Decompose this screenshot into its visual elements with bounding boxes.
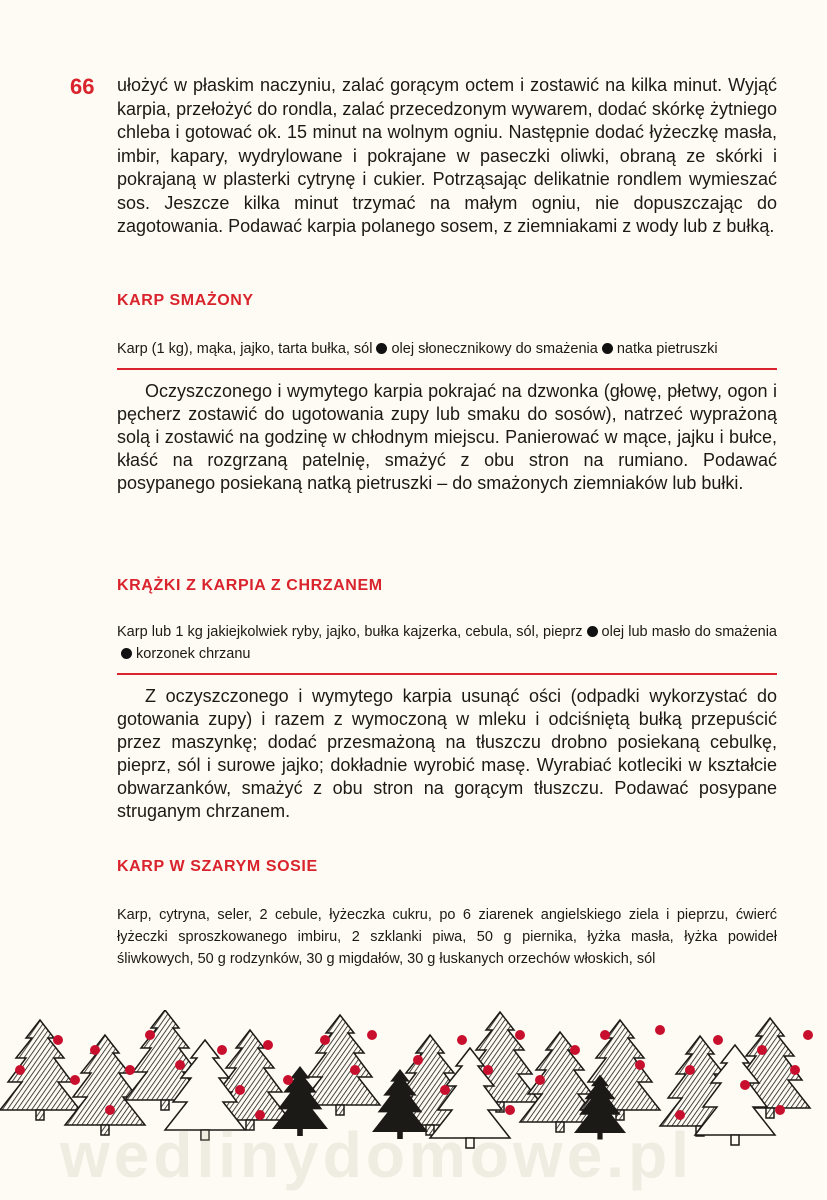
ingredient-group: korzonek chrzanu bbox=[136, 646, 251, 662]
bullet-dot-icon bbox=[602, 343, 613, 354]
page-number: 66 bbox=[70, 74, 95, 99]
recipe-title: KARP W SZARYM SOSIE bbox=[117, 858, 318, 875]
ingredient-group: olej słonecznikowy do smażenia bbox=[391, 341, 598, 357]
recipe-title: KARP SMAŻONY bbox=[117, 292, 254, 309]
recipe-karp-smazony bbox=[117, 292, 777, 495]
ingredients-list bbox=[117, 338, 777, 360]
intro-paragraph: ułożyć w płaskim naczyniu, zalać gorącym octem i zostawić na kilka minut. Wyjąć karpia, przełożyć do rondla, zalać przecedzonym wywarem, dodać skórkę żytniego chleba i gotować ok. 15 minut na wolnym ogniu. Następnie dodać łyżeczkę masła, imbir, kapary, wydrylowane i pokrajane w paseczki oliwki, obraną ze skórki i pokrajaną w plasterki cytrynę i cukier. Potrząsając delikatnie rondlem wymieszać sos. Jeszcze kilka minut trzymać na małym ogniu, nie dopuszczając do zagotowania. Podawać karpia polanego sosem, z ziemniakami z wody lub z bułką. bbox=[117, 75, 777, 236]
ingredients-list bbox=[117, 621, 777, 665]
ingredient-group: Karp lub 1 kg jakiejkolwiek ryby, jajko, bułka kajzerka, cebula, sól, pieprz bbox=[117, 624, 583, 640]
ingredients-list: Karp, cytryna, seler, 2 cebule, łyżeczka cukru, po 6 ziarenek angielskiego ziela i pieprzu, ćwierć łyżeczki sproszkowanego imbiru, 2 szklanki piwa, 50 g piernika, łyżka masła, łyżka powideł śliwkowych, 50 g rodzynków, 30 g migdałów, 30 g łuskanych orzechów włoskich, sól bbox=[117, 907, 777, 967]
watermark: wedlinydomowe.pl bbox=[60, 1119, 693, 1191]
bullet-dot-icon bbox=[587, 626, 598, 637]
recipe-method: Oczyszczonego i wymytego karpia pokrajać na dzwonka (głowę, płetwy, ogon i pęcherz zostawić do ugotowania zupy lub smaku do sosów), natrzeć wyprażoną solą i zostawić na godzinę w chłodnym miejscu. Panierować w mące, jajku i bułce, kłaść na rozgrzaną patelnię, smażyć z obu stron na rumiano. Podawać posypanego posiekaną natką pietruszki – do smażonych ziemniaków lub bułki. bbox=[117, 381, 777, 493]
red-divider bbox=[117, 368, 777, 370]
ingredient-group: Karp (1 kg), mąka, jajko, tarta bułka, sól bbox=[117, 341, 373, 357]
recipe-karp-w-szarym-sosie bbox=[117, 858, 777, 970]
recipe-title: KRĄŻKI Z KARPIA Z CHRZANEM bbox=[117, 577, 383, 594]
red-divider bbox=[117, 673, 777, 675]
bullet-dot-icon bbox=[376, 343, 387, 354]
ingredient-group: olej lub masło do smażenia bbox=[601, 624, 778, 640]
recipe-method: Z oczyszczonego i wymytego karpia usunąć ości (odpadki wykorzystać do gotowania zupy) i razem z wymoczoną w mleku i odciśniętą bułką przepuścić przez maszynkę; dodać przesmażoną na tłuszczu drobno posiekaną cebulkę, pieprz, sól i surowe jajko; dokładnie wyrobić masę. Wyrabiać kotleciki w kształcie obwarzanków, smażyć z obu stron na gorącym tłuszczu. Podawać posypane struganym chrzanem. bbox=[117, 686, 777, 821]
bullet-dot-icon bbox=[121, 648, 132, 659]
ingredient-group: natka pietruszki bbox=[616, 341, 718, 357]
recipe-krazki-z-karpia bbox=[117, 577, 777, 823]
